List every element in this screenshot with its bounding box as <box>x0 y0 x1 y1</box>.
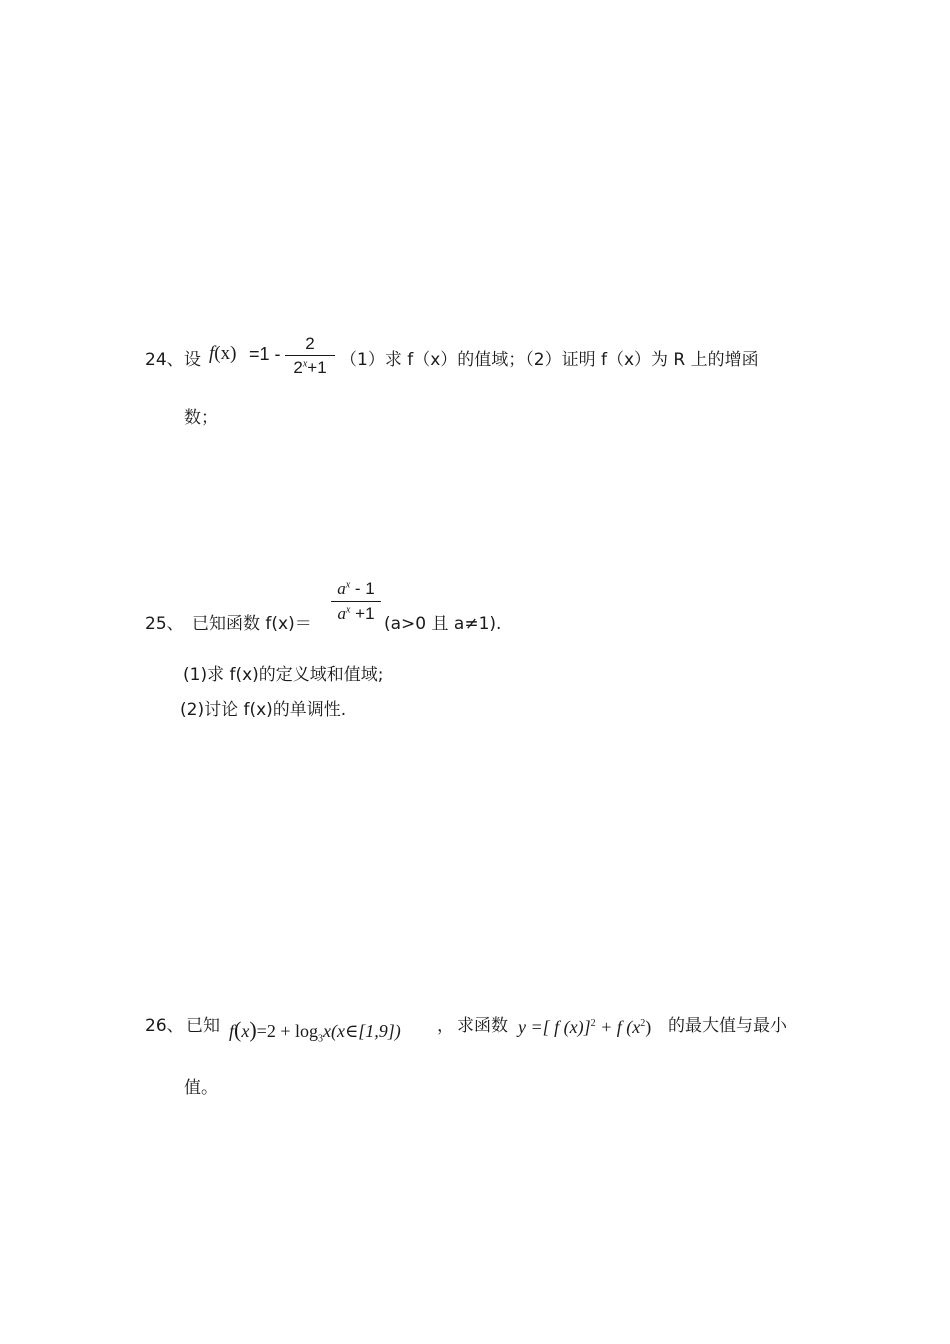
q26-function <box>229 1017 401 1043</box>
q25-number: 25、 <box>145 614 184 634</box>
q24-lead: 设 <box>184 350 201 370</box>
q26-lead: 已知 <box>186 1016 220 1036</box>
q25-den-base: a <box>337 604 346 623</box>
q25-condition: (a>0 且 a≠1). <box>384 614 502 634</box>
q24-f-symbol: f <box>209 343 215 364</box>
q26-f-symbol: f <box>229 1021 235 1041</box>
q24-function <box>209 343 236 365</box>
q26-y-part-c: ) <box>645 1017 652 1037</box>
q25-num-exp: x <box>345 579 351 591</box>
q24-number: 24、 <box>145 350 184 370</box>
q25-num-base: a <box>337 579 346 598</box>
q26-log-base: 3 <box>317 1033 323 1045</box>
q26-rhs-a: =2 + log <box>256 1021 318 1041</box>
q25-item-1: (1)求 f(x)的定义域和值域; <box>183 665 384 685</box>
q26-y-exp: 2 <box>590 1018 596 1029</box>
q25-fraction-numerator <box>331 577 381 601</box>
q26-comma: ， <box>437 1016 454 1036</box>
q25-den-rest: +1 <box>350 604 375 623</box>
q24-wrap: 数； <box>184 408 218 428</box>
q25-den-exp: x <box>345 604 351 616</box>
q26-paren-open: ( <box>234 1017 242 1042</box>
q26-y-part-a: y =[ f (x)] <box>518 1017 591 1037</box>
q24-equals: =1 - <box>249 344 281 364</box>
q26-wrap: 值。 <box>184 1078 218 1098</box>
q26-rhs-b: x(x∈[1,9]) <box>322 1021 401 1041</box>
q26-mid: 求函数 <box>457 1016 508 1036</box>
q24-fraction-denominator <box>285 355 335 380</box>
q24-f-arg: (x) <box>214 343 237 364</box>
q26-tail: 的最大值与最小 <box>668 1016 787 1036</box>
q24-den-base: 2 <box>293 358 303 377</box>
q24-den-exp: x <box>302 358 308 370</box>
q26-f-var: x <box>241 1021 250 1041</box>
q25-lead: 已知函数 f(x)＝ <box>192 614 312 634</box>
q26-y-part-b: + f (x <box>595 1017 641 1037</box>
q25-item-2: (2)讨论 f(x)的单调性. <box>180 700 347 720</box>
q24-den-rest: +1 <box>307 358 327 377</box>
q24-fraction-numerator: 2 <box>305 334 315 353</box>
q24-parts: （1）求 f（x）的值域；（2）证明 f（x）为 R 上的增函 <box>340 350 759 370</box>
q25-fraction-denominator <box>331 601 381 626</box>
q26-y-expression <box>518 1017 651 1038</box>
q24-fraction <box>285 333 335 380</box>
q25-fraction <box>331 577 381 626</box>
q26-y-inner-exp: 2 <box>640 1018 646 1029</box>
q26-paren-close: ) <box>249 1017 257 1042</box>
q26-number: 26、 <box>145 1016 184 1036</box>
q25-num-rest: - 1 <box>350 579 375 598</box>
